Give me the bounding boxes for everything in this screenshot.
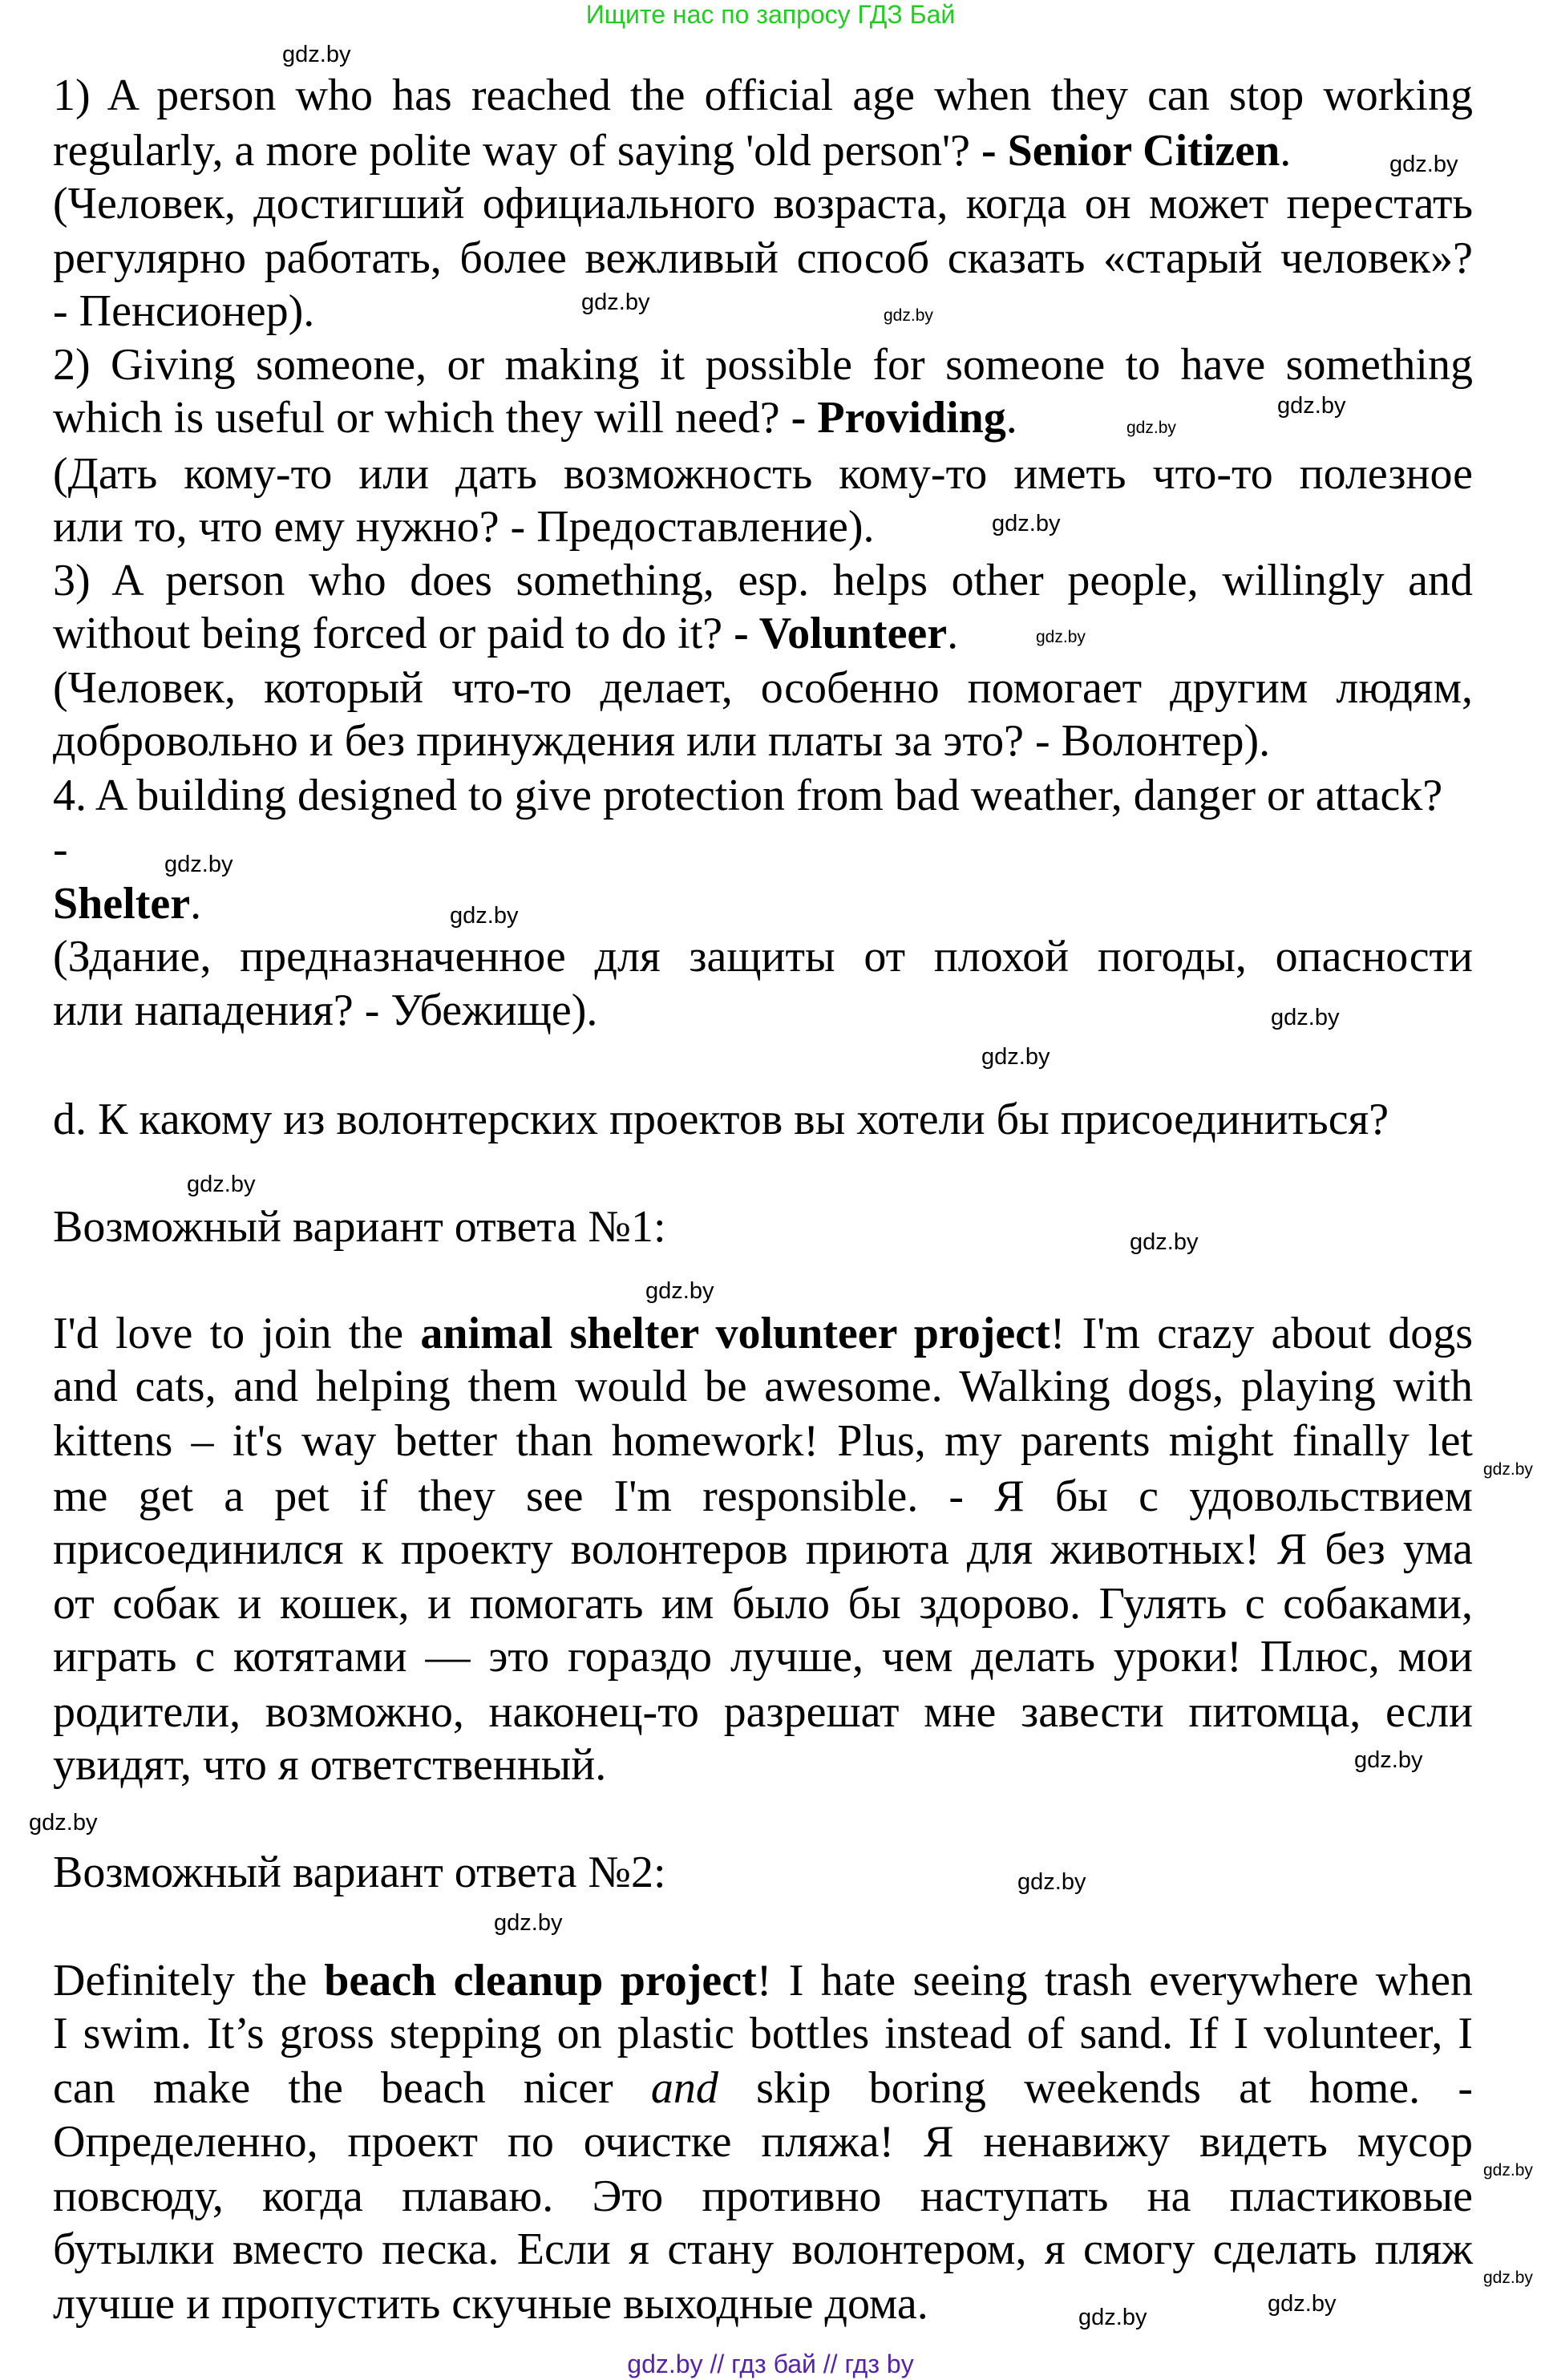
watermark: gdz.by bbox=[581, 289, 650, 315]
text-line bbox=[53, 1471, 1473, 1522]
text-line bbox=[53, 662, 1473, 714]
text-segment: (Человек, достигший официального возраста, когда он может перестать bbox=[53, 179, 1473, 229]
text-segment: лучше и пропустить скучные выходные дома. bbox=[53, 2279, 928, 2329]
text-segment: Definitely the bbox=[53, 1956, 325, 2006]
text-segment: присоединился к проекту волонтеров приюта для животных! Я без ума bbox=[53, 1524, 1473, 1574]
watermark: gdz.by bbox=[1036, 628, 1086, 646]
text-line bbox=[53, 2008, 1473, 2059]
text-segment: d. К какому из волонтерских проектов вы хотели бы присоединиться? bbox=[53, 1095, 1389, 1144]
watermark: gdz.by bbox=[187, 1172, 256, 1197]
text-segment: регулярно работать, более вежливый способ сказать «старый человек»? bbox=[53, 233, 1473, 283]
text-line bbox=[53, 2171, 1473, 2222]
watermark: gdz.by bbox=[1483, 2269, 1533, 2287]
text-segment: Возможный вариант ответа №1: bbox=[53, 1202, 666, 1252]
text-line bbox=[53, 125, 1291, 176]
text-line bbox=[53, 878, 201, 929]
text-segment: me get a pet if they see I'm responsible. - Я бы с удовольствием bbox=[53, 1471, 1473, 1521]
text-segment: Возможный вариант ответа №2: bbox=[53, 1848, 666, 1897]
text-segment: родители, возможно, наконец-то разрешат мне завести питомца, если bbox=[53, 1687, 1473, 1737]
text-segment: повсюду, когда плаваю. Это противно наступать на пластиковые bbox=[53, 2172, 1473, 2221]
answer-term: - Volunteer bbox=[734, 609, 948, 658]
text-line bbox=[53, 824, 68, 875]
text-line bbox=[53, 392, 1017, 443]
text-line bbox=[53, 715, 1270, 767]
text-segment: 2) Giving someone, or making it possible for someone to have something bbox=[53, 340, 1473, 390]
text-line bbox=[53, 70, 1473, 121]
text-line bbox=[53, 2278, 928, 2329]
text-segment: (Человек, который что-то делает, особенно помогает другим людям, bbox=[53, 663, 1473, 713]
text-segment: and bbox=[650, 2063, 718, 2113]
answer-term: Shelter bbox=[53, 879, 191, 929]
watermark: gdz.by bbox=[884, 306, 933, 325]
text-segment: - bbox=[53, 824, 68, 874]
answer-term: beach cleanup project bbox=[324, 1956, 757, 2006]
text-segment: (Дать кому-то или дать возможность кому-то иметь что-то полезное bbox=[53, 449, 1473, 499]
text-segment: kittens – it's way better than homework! Plus, my parents might finally let bbox=[53, 1416, 1473, 1466]
text-line bbox=[53, 178, 1473, 229]
watermark: gdz.by bbox=[1017, 1869, 1086, 1895]
answer-term: animal shelter volunteer project bbox=[420, 1309, 1050, 1358]
answer-term: - Senior Citizen bbox=[981, 126, 1280, 176]
text-segment: (Здание, предназначенное для защиты от плохой погоды, опасности bbox=[53, 932, 1473, 982]
text-line bbox=[53, 1201, 666, 1253]
text-segment: бутылки вместо песка. Если я стану волонтером, я смогу сделать пляж bbox=[53, 2224, 1473, 2274]
text-segment: I swim. It’s gross stepping on plastic bottles instead of sand. If I volunteer, I bbox=[53, 2009, 1473, 2058]
text-line bbox=[53, 931, 1473, 982]
text-segment: 4. A building designed to give protection from bad weather, danger or attack? bbox=[53, 771, 1443, 820]
text-segment: regularly, a more polite way of saying 'old person'? bbox=[53, 126, 981, 176]
text-segment: . bbox=[1005, 393, 1017, 443]
footer-links[interactable]: gdz.by // гдз бай // гдз by bbox=[627, 2350, 914, 2378]
text-line bbox=[53, 285, 314, 337]
text-line bbox=[53, 1631, 1473, 1682]
text-segment: and cats, and helping them would be awesome. Walking dogs, playing with bbox=[53, 1362, 1473, 1411]
watermark: gdz.by bbox=[1277, 393, 1346, 419]
text-segment: добровольно и без принуждения или платы за это? - Волонтер). bbox=[53, 716, 1271, 766]
text-line bbox=[53, 448, 1473, 500]
text-line bbox=[53, 233, 1473, 284]
text-segment: от собак и кошек, и помогать им было бы здорово. Гулять с собаками, bbox=[53, 1579, 1473, 1629]
watermark: gdz.by bbox=[1078, 2305, 1147, 2330]
watermark: gdz.by bbox=[1354, 1747, 1423, 1773]
text-line bbox=[53, 1308, 1473, 1359]
search-banner[interactable]: Ищите нас по запросу ГДЗ Бай bbox=[585, 0, 956, 29]
watermark: gdz.by bbox=[981, 1044, 1050, 1070]
text-segment: skip boring weekends at home. - bbox=[718, 2063, 1473, 2113]
text-line bbox=[53, 2224, 1473, 2275]
text-segment: which is useful or which they will need? bbox=[53, 393, 791, 443]
text-segment: . bbox=[190, 879, 202, 929]
text-segment: I'd love to join the bbox=[53, 1309, 421, 1358]
text-line bbox=[53, 555, 1473, 606]
text-line bbox=[53, 608, 958, 659]
answer-term: - Providing bbox=[791, 393, 1006, 443]
watermark: gdz.by bbox=[29, 1810, 98, 1836]
watermark: gdz.by bbox=[1268, 2291, 1337, 2317]
text-segment: . bbox=[1280, 126, 1292, 176]
text-line bbox=[53, 1361, 1473, 1412]
watermark: gdz.by bbox=[1483, 2161, 1533, 2180]
text-line bbox=[53, 339, 1473, 391]
text-segment: can make the beach nicer bbox=[53, 2063, 651, 2113]
text-line bbox=[53, 985, 597, 1036]
text-line bbox=[53, 1739, 606, 1791]
text-line bbox=[53, 1686, 1473, 1738]
text-segment: without being forced or paid to do it? bbox=[53, 609, 734, 658]
watermark: gdz.by bbox=[1126, 419, 1176, 437]
text-segment: Определенно, проект по очистке пляжа! Я ненавижу видеть мусор bbox=[53, 2117, 1473, 2167]
text-line bbox=[53, 770, 1442, 821]
text-line bbox=[53, 1524, 1473, 1575]
watermark: gdz.by bbox=[645, 1278, 714, 1304]
text-segment: - Пенсионер). bbox=[53, 286, 315, 336]
text-line bbox=[53, 1094, 1389, 1145]
watermark: gdz.by bbox=[1271, 1005, 1340, 1030]
text-segment: ! I'm crazy about dogs bbox=[1050, 1309, 1473, 1358]
watermark: gdz.by bbox=[1130, 1229, 1199, 1255]
text-segment: ! I hate seeing trash everywhere when bbox=[756, 1956, 1473, 2006]
text-line bbox=[53, 2116, 1473, 2168]
watermark: gdz.by bbox=[992, 511, 1061, 536]
text-line bbox=[53, 1415, 1473, 1467]
watermark: gdz.by bbox=[1483, 1460, 1533, 1479]
text-segment: . bbox=[947, 609, 959, 658]
text-line bbox=[53, 2062, 1473, 2114]
text-line bbox=[53, 1955, 1473, 2006]
watermark: gdz.by bbox=[450, 903, 519, 929]
text-segment: или то, что ему нужно? - Предоставление). bbox=[53, 502, 875, 552]
text-segment: 3) A person who does something, esp. helps other people, willingly and bbox=[53, 556, 1473, 605]
text-segment: увидят, что я ответственный. bbox=[53, 1740, 607, 1790]
text-segment: 1) A person who has reached the official age when they can stop working bbox=[53, 71, 1473, 120]
text-segment: или нападения? - Убежище). bbox=[53, 986, 598, 1035]
watermark: gdz.by bbox=[1389, 152, 1458, 177]
text-line bbox=[53, 1578, 1473, 1629]
watermark: gdz.by bbox=[164, 852, 233, 877]
watermark: gdz.by bbox=[282, 42, 351, 67]
text-line bbox=[53, 501, 874, 552]
text-segment: играть с котятами — это гораздо лучше, чем делать уроки! Плюс, мои bbox=[53, 1632, 1473, 1682]
watermark: gdz.by bbox=[494, 1910, 563, 1936]
text-line bbox=[53, 1847, 666, 1898]
